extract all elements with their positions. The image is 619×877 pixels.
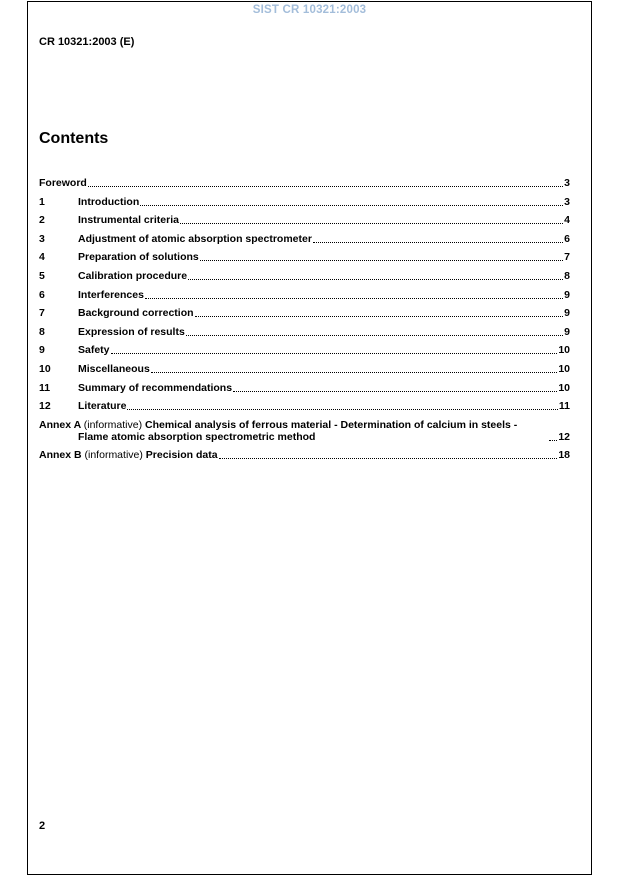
toc-entry-page: 3 [564, 177, 570, 189]
toc-row [39, 307, 570, 319]
toc-row [39, 196, 570, 208]
toc-entry-number: 10 [39, 362, 51, 375]
toc-leader-dots [549, 440, 557, 441]
toc-leader-dots [127, 409, 557, 410]
toc-leader-dots [188, 279, 563, 280]
contents-heading: Contents [39, 130, 109, 147]
toc-entry-number: 2 [39, 214, 45, 227]
toc-leader-dots [88, 186, 563, 187]
toc-leader-dots [313, 242, 563, 243]
toc-entry-page: 12 [558, 430, 570, 443]
toc-leader-dots [151, 372, 558, 373]
toc-leader-dots [145, 298, 563, 299]
toc-entry-number: 12 [39, 400, 51, 413]
toc-entry-page: 10 [558, 362, 570, 375]
toc-row [39, 251, 570, 263]
toc-row [39, 344, 570, 356]
toc-row [39, 233, 570, 245]
toc-leader-dots [180, 223, 563, 224]
toc-entry-number: 11 [39, 381, 51, 394]
toc-row [39, 419, 570, 443]
toc-leader-dots [111, 353, 558, 354]
document-reference: CR 10321:2003 (E) [39, 36, 135, 48]
toc-leader-dots [219, 458, 558, 459]
toc-row [39, 363, 570, 375]
toc-leader-dots [200, 260, 563, 261]
toc-entry-page: 3 [564, 195, 570, 208]
toc-entry-page: 9 [564, 307, 570, 320]
toc-annex-title-text: Precision data [145, 449, 218, 462]
toc-entry-page: 9 [564, 288, 570, 301]
toc-entry-number: 4 [39, 251, 45, 264]
toc-annex-id: Annex B [39, 449, 85, 462]
toc-entry-title: Interferences [78, 288, 144, 301]
toc-entry-title: Summary of recommendations [78, 381, 233, 394]
toc-entry-title [39, 419, 548, 443]
toc-entry-page: 10 [558, 381, 570, 394]
toc-entry-number: 8 [39, 325, 45, 338]
toc-entry-title: Background correction [78, 307, 194, 320]
page-number-folio: 2 [39, 820, 46, 832]
toc-annex-informative: (informative) [84, 449, 146, 462]
toc-annex-id: Annex A [39, 418, 84, 431]
toc-entry-page: 9 [564, 325, 570, 338]
toc-entry-page: 10 [558, 344, 570, 357]
toc-entry-page: 8 [564, 269, 570, 282]
toc-leader-dots [195, 316, 564, 317]
toc-entry-page: 18 [558, 449, 570, 462]
toc-annex-title-text: Chemical analysis of ferrous material - Determination of calcium in steels - Flame atomic absorption spectrometric method [78, 418, 518, 443]
toc-entry-number: 9 [39, 344, 45, 357]
toc-entry-title: Literature [78, 400, 127, 413]
toc-entry-title: Preparation of solutions [78, 251, 199, 264]
toc-entry-title: Instrumental criteria [78, 214, 179, 227]
toc-entry-number: 1 [39, 195, 45, 208]
toc-entry-title: Introduction [78, 195, 140, 208]
toc-row [39, 382, 570, 394]
toc-entry-title [39, 449, 218, 461]
toc-leader-dots [140, 205, 563, 206]
watermark-header: SIST CR 10321:2003 [252, 4, 367, 16]
toc-row [39, 214, 570, 226]
page-border [27, 1, 592, 875]
toc-row [39, 289, 570, 301]
toc-annex-informative: (informative) [83, 418, 145, 431]
toc-entry-number: 5 [39, 269, 45, 282]
toc-row [39, 400, 570, 412]
toc-entry-number: 7 [39, 307, 45, 320]
toc-leader-dots [233, 391, 557, 392]
toc-row [39, 270, 570, 282]
toc-row [39, 326, 570, 338]
toc-entry-title: Foreword [39, 177, 87, 189]
toc-entry-page: 11 [558, 400, 570, 413]
toc-leader-dots [186, 335, 563, 336]
toc-entry-title: Adjustment of atomic absorption spectrometer [78, 232, 312, 245]
toc-entry-page: 6 [564, 232, 570, 245]
toc-entry-number: 3 [39, 232, 45, 245]
toc-entry-page: 7 [564, 251, 570, 264]
toc-row [39, 449, 570, 461]
toc-entry-title: Expression of results [78, 325, 185, 338]
toc-entry-page: 4 [564, 214, 570, 227]
toc-entry-title: Calibration procedure [78, 269, 188, 282]
toc-entry-title: Safety [78, 344, 110, 357]
toc-row [39, 177, 570, 189]
toc-entry-title: Miscellaneous [78, 362, 150, 375]
toc-entry-number: 6 [39, 288, 45, 301]
toc-list [39, 177, 570, 468]
